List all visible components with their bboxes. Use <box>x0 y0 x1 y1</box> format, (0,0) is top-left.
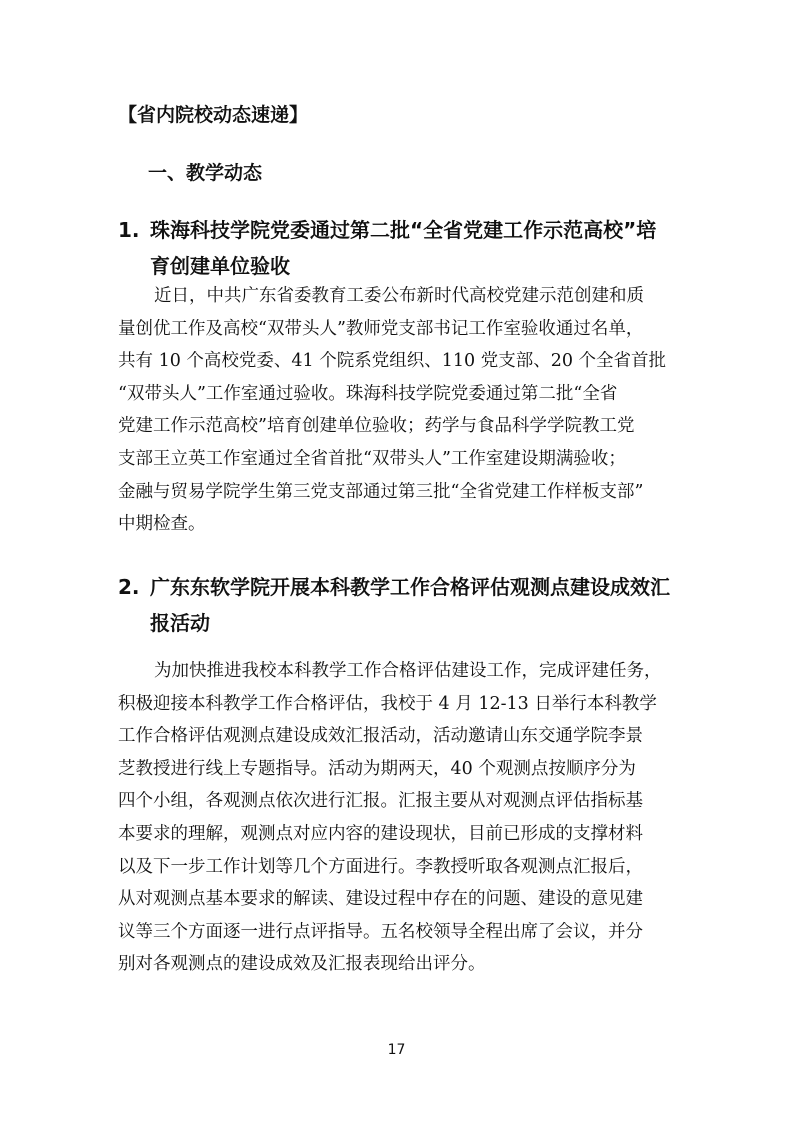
article-1-title <box>150 212 656 284</box>
article-2-body-line: 以及下一步工作计划等几个方面进行。李教授听取各观测点汇报后， <box>118 856 643 877</box>
article-2-body <box>118 655 662 981</box>
article-1-body-line: 党建工作示范高校”培育创建单位验收；药学与食品科学学院教工党 <box>118 416 635 437</box>
article-2-title <box>150 569 670 641</box>
article-2-body-line: 为加快推进我校本科教学工作合格评估建设工作，完成评建任务， <box>154 661 662 681</box>
subsection-title: 一、教学动态 <box>148 162 263 184</box>
article-2-body-line: 芝教授进行线上专题指导。活动为期两天，40 个观测点按顺序分为 <box>118 758 636 779</box>
section-title: 【省内院校动态速递】 <box>118 104 309 126</box>
page-number: 17 <box>387 1042 406 1058</box>
article-1-number: 1. <box>118 218 140 242</box>
article-2-body-line: 积极迎接本科教学工作合格评估，我校于 4 月 12-13 日举行本科教学 <box>118 693 657 714</box>
article-1-body-line: 近日，中共广东省委教育工委公布新时代高校党建示范创建和质 <box>154 286 644 306</box>
article-1-body-line: 支部王立英工作室通过全省首批“双带头人”工作室建设期满验收； <box>118 448 626 469</box>
article-2-body-line: 从对观测点基本要求的解读、建设过程中存在的问题、建设的意见建 <box>118 889 643 910</box>
article-1-body-line: 中期检查。 <box>118 514 206 535</box>
article-1-body-line: 量创优工作及高校“双带头人”教师党支部书记工作室验收通过名单， <box>118 318 644 339</box>
article-1-body-line: “双带头人”工作室通过验收。珠海科技学院党委通过第二批“全省 <box>118 383 618 404</box>
article-1-body-line: 共有 10 个高校党委、41 个院系党组织、110 党支部、20 个全省首批 <box>118 351 667 372</box>
article-2-number: 2. <box>118 575 140 599</box>
article-2-body-line: 四个小组，各观测点依次进行汇报。汇报主要从对观测点评估指标基 <box>118 791 643 812</box>
article-1-title-line: 育创建单位验收 <box>150 254 290 278</box>
article-2-body-line: 议等三个方面逐一进行点评指导。五名校领导全程出席了会议，并分 <box>118 921 643 942</box>
article-1-body-line: 金融与贸易学院学生第三党支部通过第三批“全省党建工作样板支部” <box>118 481 644 502</box>
article-2-body-line: 本要求的理解，观测点对应内容的建设现状，目前已形成的支撑材料 <box>118 823 643 844</box>
article-2-body-line: 别对各观测点的建设成效及汇报表现给出评分。 <box>118 954 486 975</box>
article-2-title-line: 报活动 <box>150 611 210 635</box>
article-2-title-line: 广东东软学院开展本科教学工作合格评估观测点建设成效汇 <box>150 575 670 599</box>
article-1-title-line: 珠海科技学院党委通过第二批“全省党建工作示范高校”培 <box>150 218 657 242</box>
article-2-body-line: 工作合格评估观测点建设成效汇报活动，活动邀请山东交通学院李景 <box>118 726 643 747</box>
article-1-body <box>118 280 666 541</box>
